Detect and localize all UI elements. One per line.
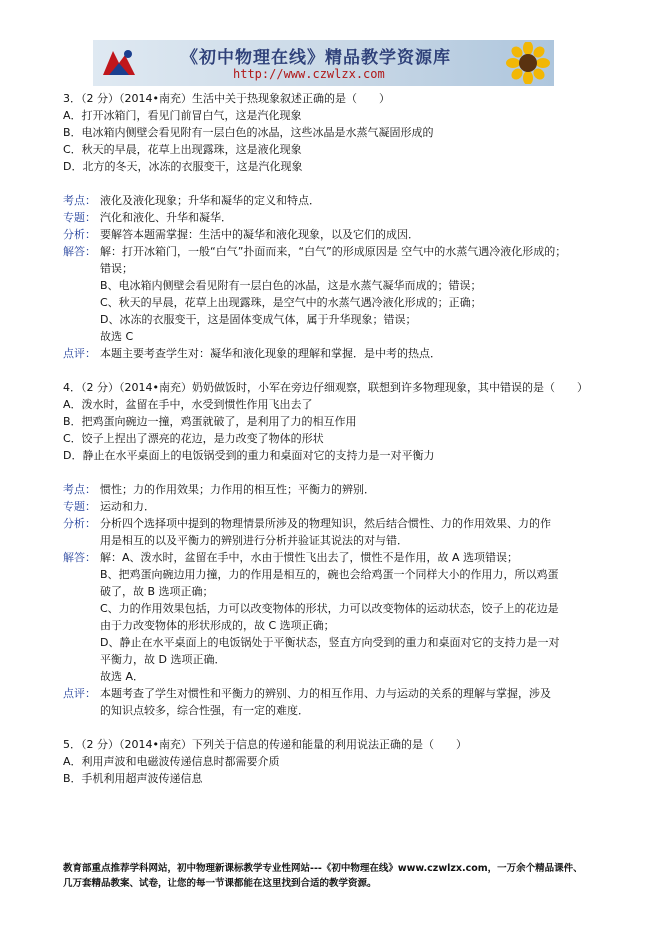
q4-option-a: A．泼水时，盆留在手中，水受到惯性作用飞出去了 — [63, 398, 313, 411]
q4-zhuanti — [63, 498, 603, 515]
q3-zhuanti — [63, 209, 603, 226]
q3-dianping-label: 点评： — [63, 347, 96, 360]
q4-jieda-line: 平衡力，故 D 选项正确． — [100, 653, 226, 666]
q4-dianping-line: 的知识点较多，综合性强，有一定的难度． — [100, 704, 309, 717]
q3-option-b: B．电冰箱内侧壁会看见附有一层白色的冰晶，这些冰晶是水蒸气凝固形成的 — [63, 126, 434, 139]
banner-url[interactable]: http://www.czwlzx.com — [233, 67, 385, 81]
q3-jieda-line: D、冰冻的衣服变干，这是固体变成气体，属于升华现象；错误； — [100, 313, 417, 326]
banner-title: 《初中物理在线》精品教学资源库 — [181, 48, 451, 68]
q3-kaodian-text: 液化及液化现象；升华和凝华的定义和特点． — [100, 194, 320, 207]
site-banner — [93, 40, 554, 86]
q3-stem: 3．（2 分）（2014•南充）生活中关于热现象叙述正确的是（ ） — [63, 92, 390, 105]
q4-kaodian-label: 考点： — [63, 483, 96, 496]
document-body — [63, 90, 603, 787]
q3-kaodian-label: 考点： — [63, 194, 96, 207]
q4-kaodian — [63, 481, 603, 498]
q4-option-c: C．饺子上捏出了漂亮的花边，是力改变了物体的形状 — [63, 432, 324, 445]
q3-dianping — [63, 345, 603, 362]
q3-kaodian — [63, 192, 603, 209]
q4-option-d: D．静止在水平桌面上的电饭锅受到的重力和桌面对它的支持力是一对平衡力 — [63, 449, 435, 462]
q4-fenxi — [63, 515, 603, 532]
q4-jieda-line: B、把鸡蛋向碗边用力撞，力的作用是相互的，碗也会给鸡蛋一个同样大小的作用力，所以鸡蛋 — [100, 568, 559, 581]
q3-jieda-line: B、电冰箱内侧壁会看见附有一层白色的冰晶，这是水蒸气凝华而成的；错误； — [100, 279, 482, 292]
q4-jieda-line: 由于力改变物体的形状形成的，故 C 选项正确； — [100, 619, 335, 632]
page-footer — [63, 861, 623, 891]
q4-jieda — [63, 549, 603, 566]
q3-option-c: C．秋天的早晨，花草上出现露珠，这是液化现象 — [63, 143, 302, 156]
q4-jieda-line: 破了，故 B 选项正确； — [100, 585, 214, 598]
footer-line: 教育部重点推荐学科网站，初中物理新课标教学专业性网站---《初中物理在线》www.czwlzx.com，一万余个精品课件、 — [63, 863, 583, 874]
q5-option-b: B．手机利用超声波传递信息 — [63, 772, 203, 785]
q3-option-a: A．打开冰箱门，看见门前冒白气，这是汽化现象 — [63, 109, 302, 122]
q4-jieda-label: 解答： — [63, 551, 96, 564]
q3-fenxi — [63, 226, 603, 243]
q4-dianping-label: 点评： — [63, 687, 96, 700]
q5-option-a: A．利用声波和电磁波传递信息时都需要介质 — [63, 755, 280, 768]
sunflower-icon — [506, 42, 550, 84]
q4-kaodian-text: 惯性；力的作用效果；力作用的相互性；平衡力的辨别． — [100, 483, 375, 496]
q4-option-b: B．把鸡蛋向碗边一撞，鸡蛋就破了，是利用了力的相互作用 — [63, 415, 357, 428]
q3-option-d: D．北方的冬天，冰冻的衣服变干，这是汽化现象 — [63, 160, 303, 173]
footer-line: 几万套精品教案、试卷，让您的每一节课都能在这里找到合适的教学资源。 — [63, 878, 377, 889]
q3-zhuanti-label: 专题： — [63, 211, 96, 224]
q3-jieda-label: 解答： — [63, 245, 96, 258]
q4-fenxi-label: 分析： — [63, 517, 96, 530]
q4-jieda-line: C、力的作用效果包括，力可以改变物体的形状，力可以改变物体的运动状态，饺子上的花边是 — [100, 602, 559, 615]
q4-stem: 4．（2 分）（2014•南充）奶奶做饭时，小军在旁边仔细观察，联想到许多物理现象，其中错误的是（ ） — [63, 381, 588, 394]
q4-dianping — [63, 685, 603, 702]
q5-stem: 5．（2 分）（2014•南充）下列关于信息的传递和能量的利用说法正确的是（ ） — [63, 738, 467, 751]
q4-fenxi-line: 分析四个选择项中提到的物理情景所涉及的物理知识，然后结合惯性、力的作用效果、力的作 — [100, 517, 551, 530]
site-logo-icon — [99, 45, 139, 81]
q3-dianping-text: 本题主要考查学生对：凝华和液化现象的理解和掌握．是中考的热点． — [100, 347, 441, 360]
q3-jieda-line: 解：打开冰箱门，一般“白气”扑面而来，“白气”的形成原因是 空气中的水蒸气遇冷液化形成的； — [100, 245, 567, 258]
q3-jieda — [63, 243, 603, 260]
q3-fenxi-text: 要解答本题需掌握：生活中的凝华和液化现象，以及它们的成因． — [100, 228, 419, 241]
q4-jieda-line: 解：A、泼水时，盆留在手中，水由于惯性飞出去了，惯性不是作用，故 A 选项错误； — [100, 551, 519, 564]
q3-fenxi-label: 分析： — [63, 228, 96, 241]
q4-fenxi-line: 用是相互的以及平衡力的辨别进行分析并验证其说法的对与错． — [100, 534, 408, 547]
q3-jieda-line: 错误； — [100, 262, 133, 275]
q4-zhuanti-text: 运动和力． — [100, 500, 155, 513]
q3-jieda-line: 故选 C — [100, 330, 134, 343]
q3-jieda-line: C、秋天的早晨，花草上出现露珠，是空气中的水蒸气遇冷液化形成的；正确； — [100, 296, 482, 309]
q4-jieda-line: D、静止在水平桌面上的电饭锅处于平衡状态，竖直方向受到的重力和桌面对它的支持力是一对 — [100, 636, 560, 649]
q4-jieda-line: 故选 A． — [100, 670, 145, 683]
q4-zhuanti-label: 专题： — [63, 500, 96, 513]
q4-dianping-line: 本题考查了学生对惯性和平衡力的辨别、力的相互作用、力与运动的关系的理解与掌握，涉及 — [100, 687, 551, 700]
q3-zhuanti-text: 汽化和液化、升华和凝华． — [100, 211, 232, 224]
